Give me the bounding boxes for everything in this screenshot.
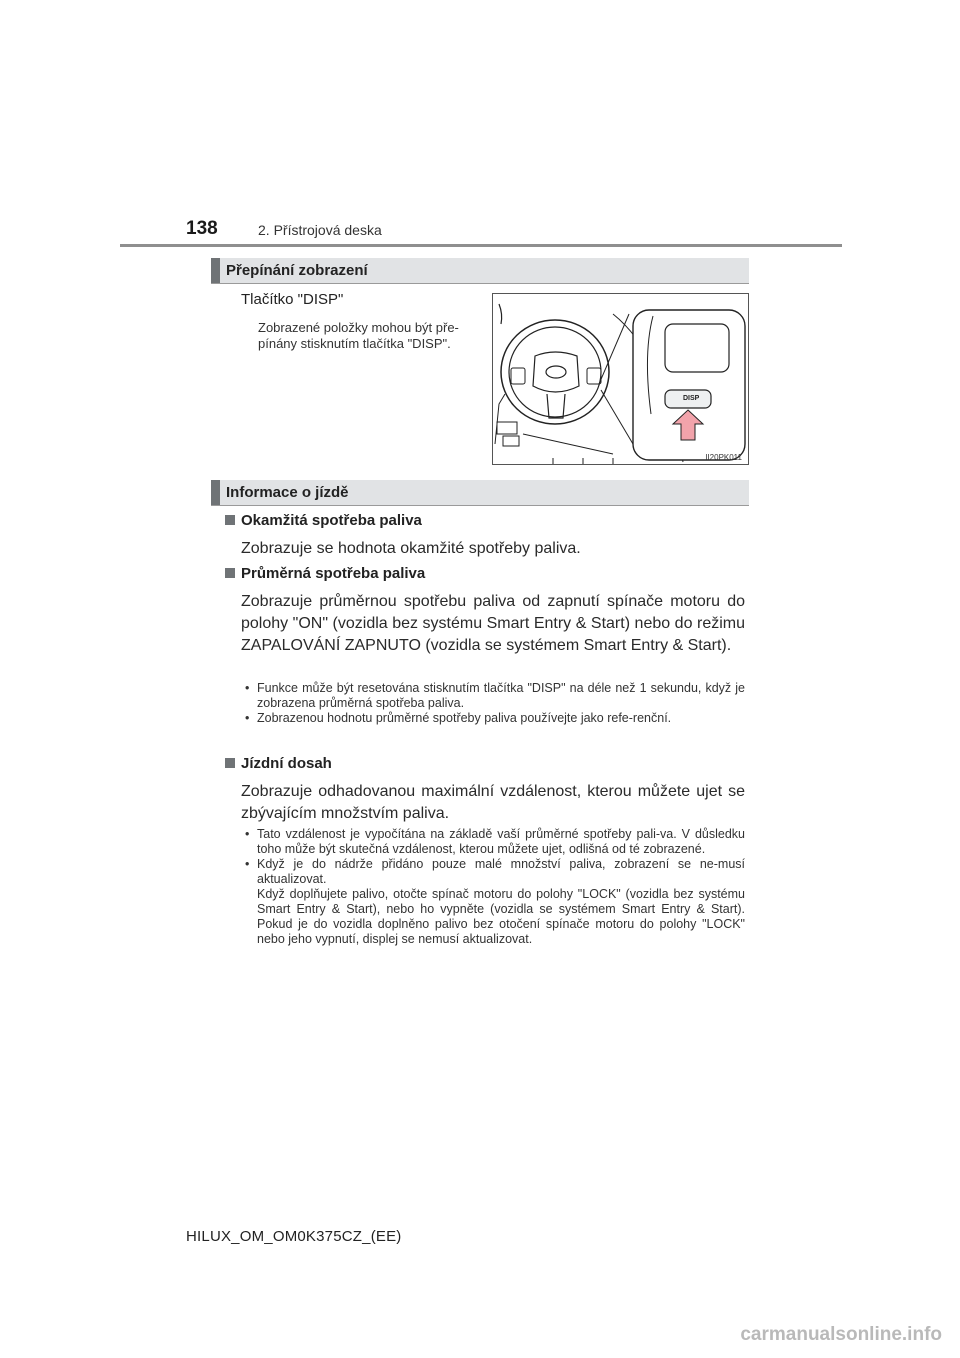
item-notes xyxy=(241,827,745,947)
chapter-title: 2. Přístrojová deska xyxy=(258,222,382,238)
note: • Funkce může být resetována stisknutím tlačítka "DISP" na déle než 1 sekundu, když je zobrazena průměrná spotřeba paliva. xyxy=(241,681,745,711)
item-heading: Jízdní dosah xyxy=(225,755,745,772)
steering-wheel-drawing xyxy=(493,294,748,464)
disp-description: Zobrazené položky mohou být pře-pínány stisknutím tlačítka "DISP". xyxy=(258,320,459,351)
square-bullet-icon xyxy=(225,568,235,578)
section-underline xyxy=(211,283,749,284)
section-heading-display-switch xyxy=(211,258,749,283)
item-driving-range xyxy=(225,755,745,946)
note-text: Když je do nádrže přidáno pouze malé množství paliva, zobrazení se ne-musí aktualizovat. xyxy=(257,857,745,886)
header-divider xyxy=(120,244,842,247)
watermark: carmanualsonline.info xyxy=(740,1324,942,1345)
section-title: Přepínání zobrazení xyxy=(226,262,368,279)
square-bullet-icon xyxy=(225,758,235,768)
steering-wheel-illustration xyxy=(492,293,749,465)
item-notes xyxy=(241,681,745,726)
item-body: Zobrazuje průměrnou spotřebu paliva od zapnutí spínače motoru do polohy "ON" (vozidla bez systému Smart Entry & Start) nebo do režimu ZAPALOVÁNÍ ZAPNUTO (vozidla se systémem Smart Entry & Start). xyxy=(241,593,745,654)
section-title: Informace o jízdě xyxy=(226,484,349,501)
section-underline xyxy=(211,505,749,506)
disp-button-label: Tlačítko "DISP" xyxy=(241,291,344,308)
item-body: Zobrazuje se hodnota okamžité spotřeby paliva. xyxy=(241,540,581,557)
item-heading: Okamžitá spotřeba paliva xyxy=(225,512,745,529)
item-heading: Průměrná spotřeba paliva xyxy=(225,565,745,582)
figure-code: II20PK011 xyxy=(705,453,742,462)
page-number: 138 xyxy=(186,218,218,239)
note-continuation: Když doplňujete palivo, otočte spínač motoru do polohy "LOCK" (vozidla bez systému Smart Entry & Start), nebo ho vypněte (vozidla se systémem Smart Entry & Start). Pokud je do vozidla doplněno palivo bez otočení spínače motoru do polohy "LOCK" nebo jeho vypnutí, displej se nemusí aktualizovat. xyxy=(257,887,745,946)
document-code: HILUX_OM_OM0K375CZ_(EE) xyxy=(186,1228,402,1245)
section-heading-trip-info xyxy=(211,480,749,505)
square-bullet-icon xyxy=(225,515,235,525)
note: • Zobrazenou hodnotu průměrné spotřeby paliva používejte jako refe-renční. xyxy=(241,711,745,726)
item-average-fuel xyxy=(225,565,745,725)
disp-button-text: DISP xyxy=(683,395,700,402)
item-instant-fuel xyxy=(225,512,745,557)
note xyxy=(241,857,745,947)
note: • Tato vzdálenost je vypočítána na základě vaší průměrné spotřeby pali-va. V důsledku toho může být skutečná vzdálenost, kterou můžete ujet, odlišná od té zobrazené. xyxy=(241,827,745,857)
item-body: Zobrazuje odhadovanou maximální vzdálenost, kterou můžete ujet se zbývajícím množstvím paliva. xyxy=(241,783,745,822)
